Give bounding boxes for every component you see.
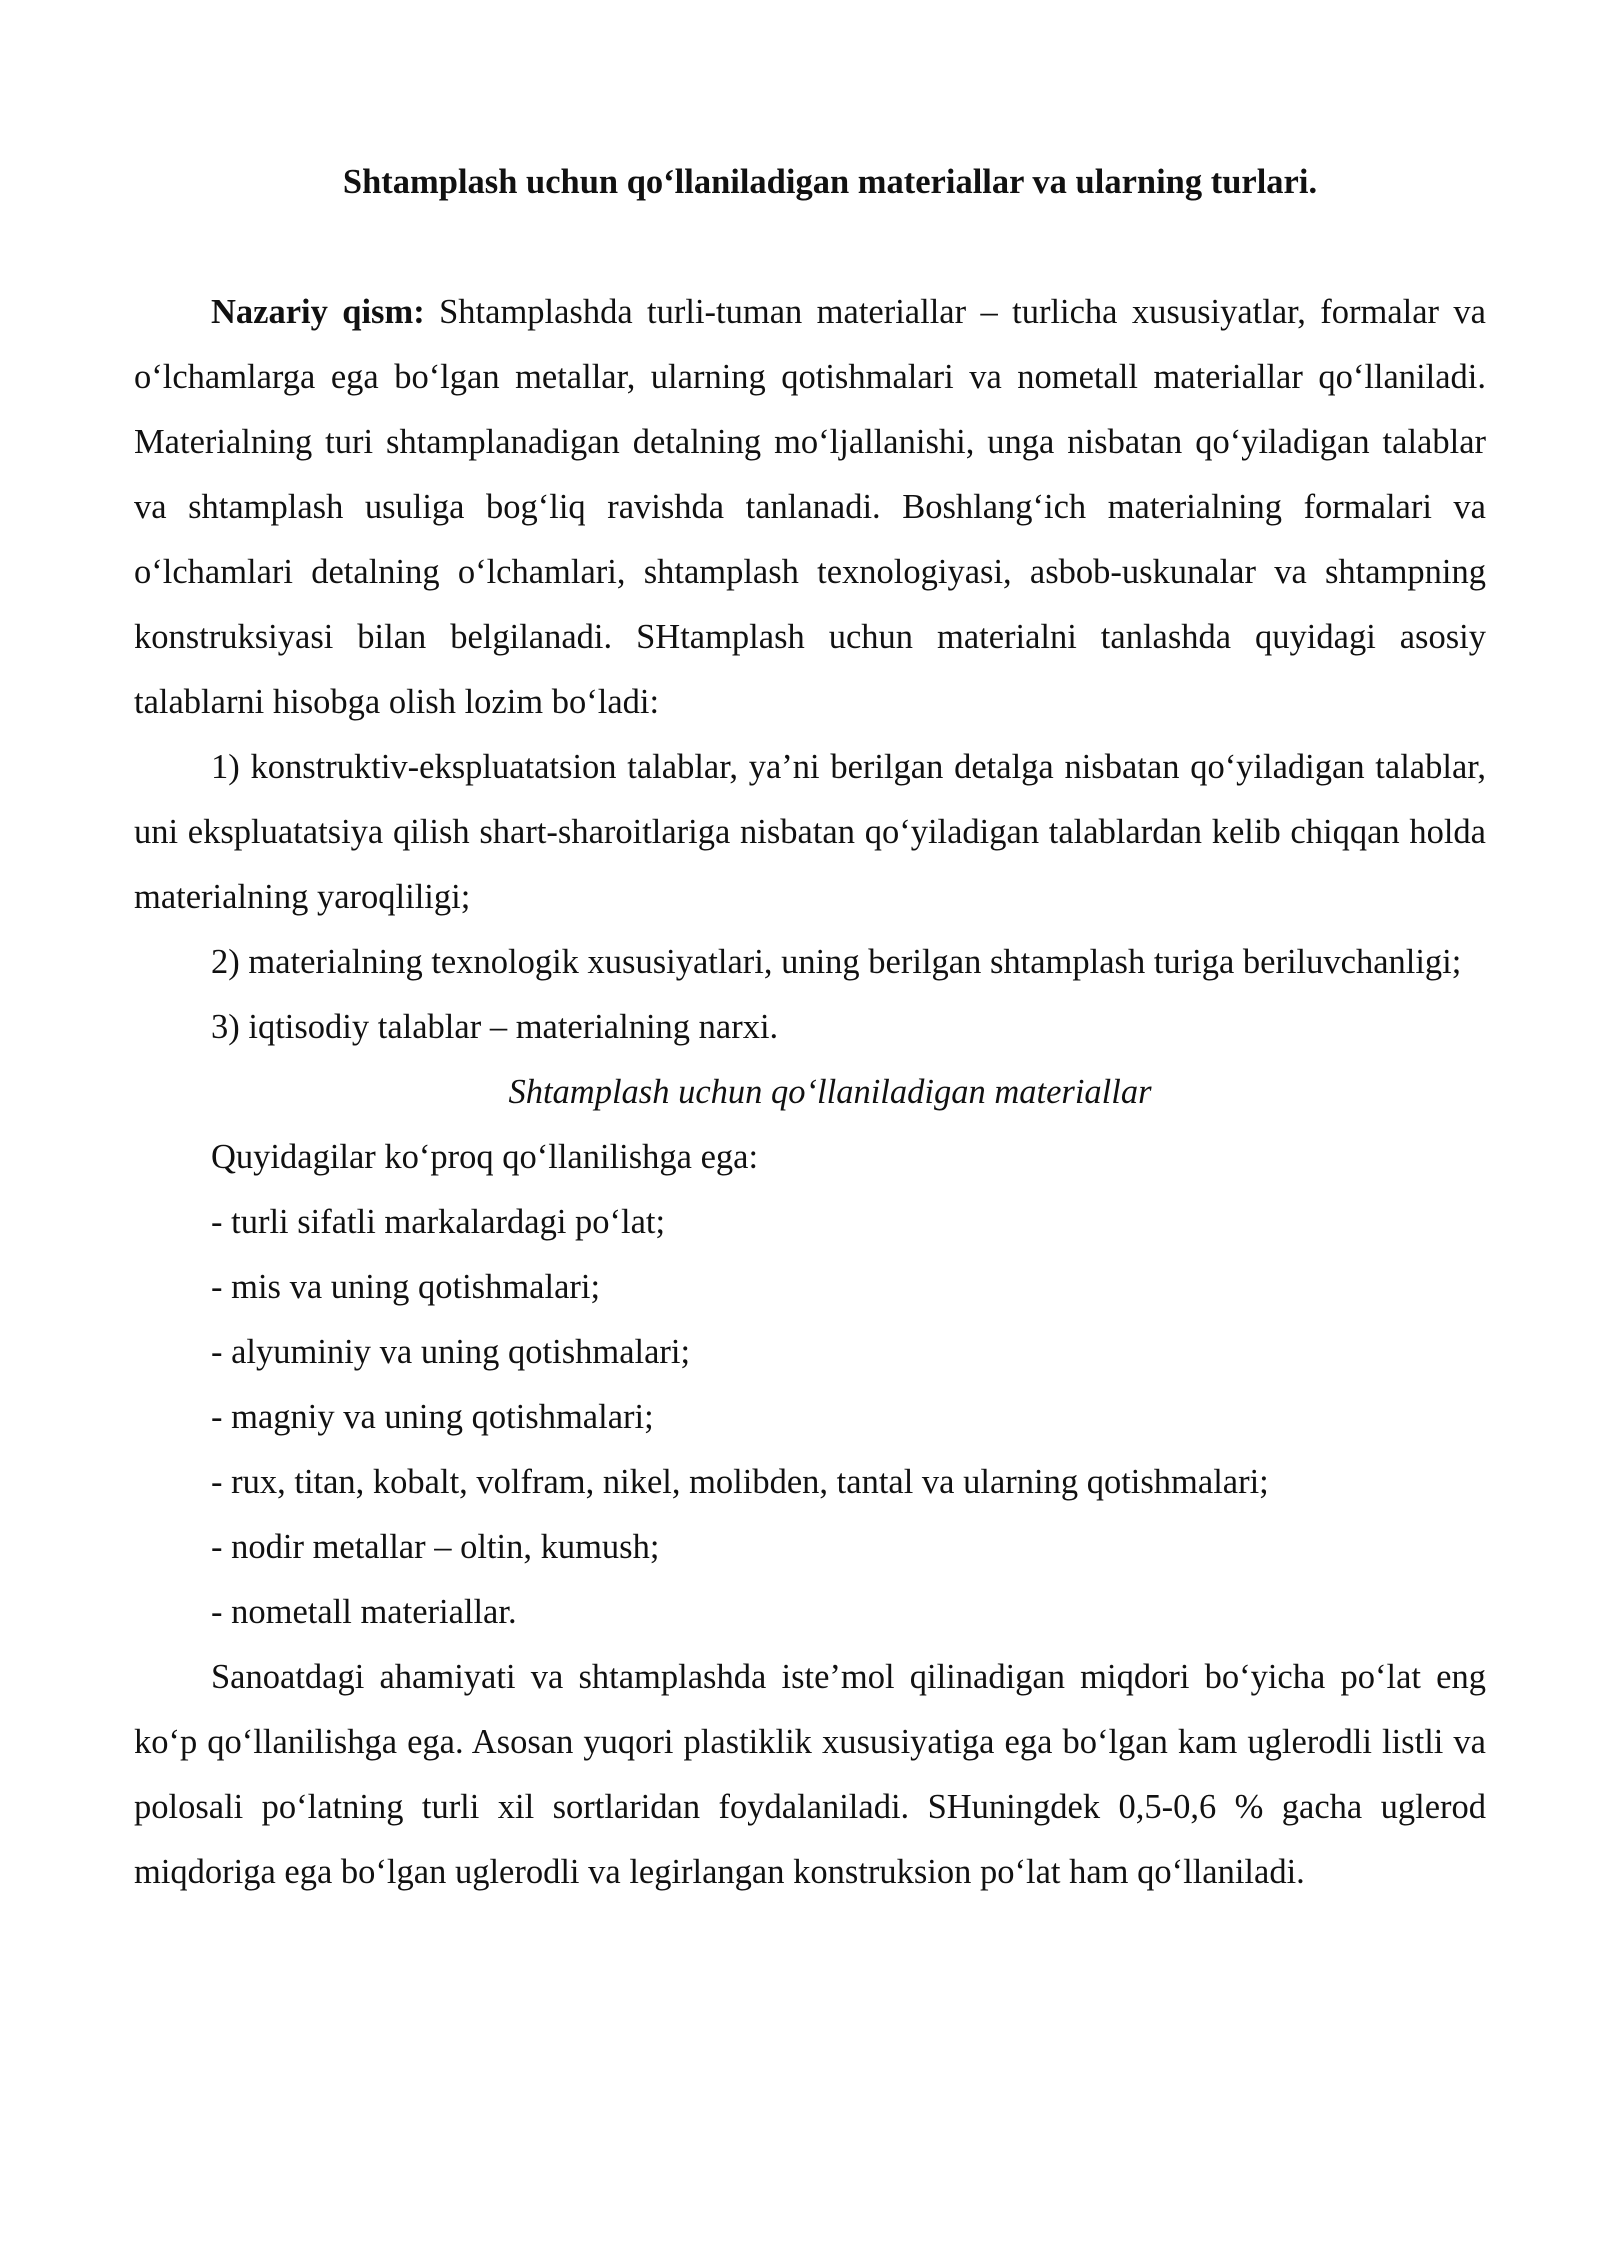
intro-text: Shtamplashda turli-tuman materiallar – turlicha xususiyatlar, formalar va o‘lchamlarga ega bo‘lgan metallar, ularning qotishmalari va nometall materiallar qo‘llaniladi. Materialning turi shtamplanadigan detalning mo‘ljallanishi, unga nisbatan qo‘yiladigan talablar va shtamplash usuliga bog‘liq ravishda tanlanadi. Boshlang‘ich materialning formalari va o‘lchamlari detalning o‘lchamlari, shtamplash texnologiyasi, asbob-uskunalar va shtampning konstruksiyasi bilan belgilanadi. SHtamplash uchun materialni tanlashda quyidagi asosiy talablarni hisobga olish lozim bo‘ladi: bbox=[134, 293, 1486, 721]
material-item: - alyuminiy va uning qotishmalari; bbox=[211, 1333, 691, 1371]
material-item: - turli sifatli markalardagi po‘lat; bbox=[211, 1203, 666, 1241]
material-item: - magniy va uning qotishmalari; bbox=[211, 1398, 654, 1436]
material-item: - nometall materiallar. bbox=[211, 1593, 517, 1631]
document-title: Shtamplash uchun qo‘llaniladigan materiallar va ularning turlari. bbox=[342, 163, 1318, 201]
requirement-item: 2) materialning texnologik xususiyatlari, uning berilgan shtamplash turiga beriluvchanligi; bbox=[211, 943, 1462, 981]
closing-paragraph: Sanoatdagi ahamiyati va shtamplashda iste’mol qilinadigan miqdori bo‘yicha po‘lat eng ko‘p qo‘llanilishga ega. Asosan yuqori plastiklik xususiyatiga ega bo‘lgan kam uglerodli listli va polosali po‘latning turli xil sortlaridan foydalaniladi. SHuningdek 0,5-0,6 % gacha uglerod miqdoriga ega bo‘lgan uglerodli va legirlangan konstruksion po‘lat ham qo‘llaniladi. bbox=[134, 1658, 1486, 1891]
intro-paragraph bbox=[134, 280, 1486, 735]
intro-lead: Nazariy qism: bbox=[211, 293, 425, 331]
spacer bbox=[134, 215, 1486, 280]
section-subheading: Shtamplash uchun qo‘llaniladigan materiallar bbox=[508, 1073, 1152, 1111]
requirement-item: 1) konstruktiv-ekspluatatsion talablar, ya’ni berilgan detalga nisbatan qo‘yiladigan talablar, uni ekspluatatsiya qilish shart-sharoitlariga nisbatan qo‘yiladigan talablardan kelib chiqqan holda materialning yaroqliligi; bbox=[134, 748, 1486, 916]
list-intro: Quyidagilar ko‘proq qo‘llanilishga ega: bbox=[211, 1138, 759, 1176]
material-item: - nodir metallar – oltin, kumush; bbox=[211, 1528, 660, 1566]
requirement-item: 3) iqtisodiy talablar – materialning narxi. bbox=[211, 1008, 779, 1046]
material-item: - mis va uning qotishmalari; bbox=[211, 1268, 601, 1306]
document-page bbox=[134, 150, 1486, 1905]
material-item: - rux, titan, kobalt, volfram, nikel, molibden, tantal va ularning qotishmalari; bbox=[211, 1463, 1269, 1501]
